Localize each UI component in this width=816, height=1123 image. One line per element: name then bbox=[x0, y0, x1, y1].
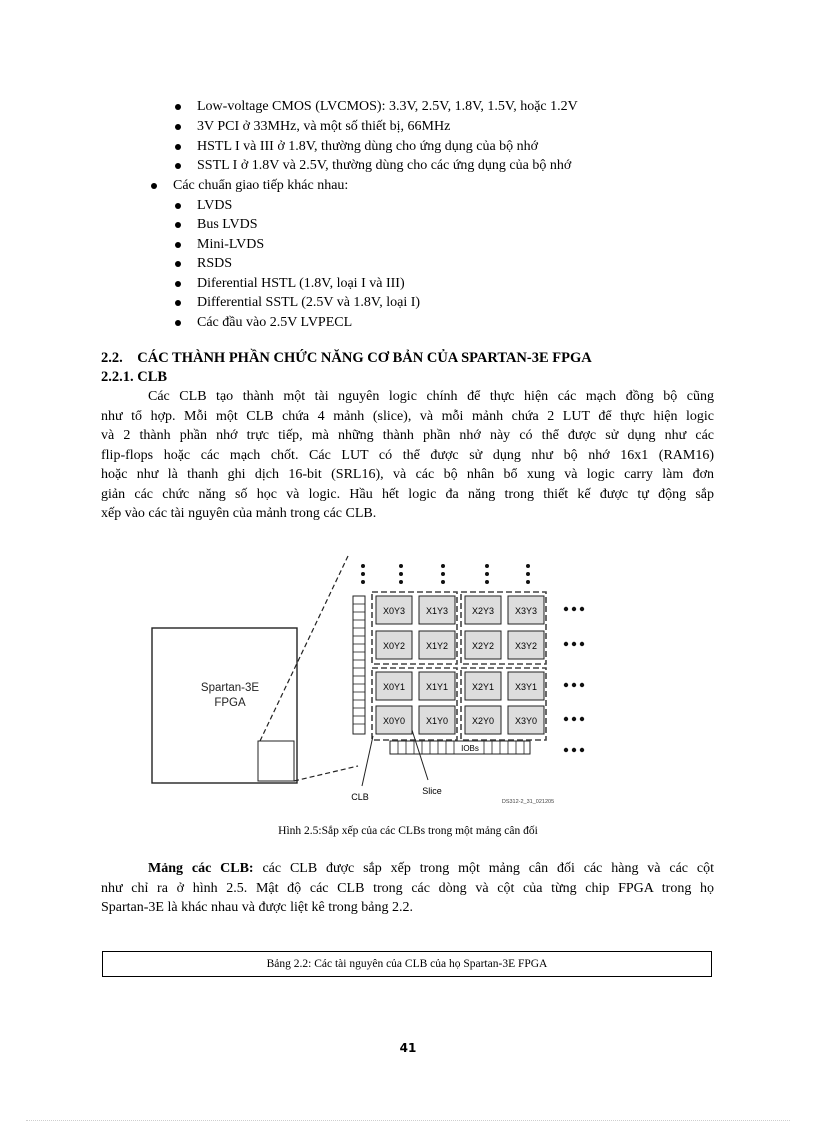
figure-caption: Hình 2.5:Sắp xếp của các CLBs trong một mảng cân đối bbox=[278, 825, 538, 837]
clb-array-paragraph bbox=[101, 859, 714, 918]
slice-label: X1Y0 bbox=[425, 716, 449, 726]
clb-pointer-line bbox=[362, 736, 373, 786]
slice-pointer-line bbox=[412, 730, 428, 780]
projection-line-bottom bbox=[294, 766, 358, 781]
page-bottom-rule bbox=[26, 1120, 790, 1121]
paragraph-line: giản các chức năng số học và logic. Hầu hết logic đa năng trong thiết kế được tự động sắp bbox=[101, 486, 714, 502]
slice-label: X2Y0 bbox=[471, 716, 495, 726]
bullet-pci: 3V PCI ở 33MHz, và một số thiết bị, 66MHz bbox=[197, 119, 451, 134]
slice-label: X3Y0 bbox=[514, 716, 538, 726]
slice-label: X2Y3 bbox=[471, 606, 495, 616]
paragraph-line: Spartan-3E là khác nhau và được liệt kê trong bảng 2.2. bbox=[101, 900, 414, 915]
chip-label-line1: Spartan-3E bbox=[200, 682, 260, 694]
bullet-bus-lvds: Bus LVDS bbox=[197, 217, 258, 232]
paragraph-line: Các CLB tạo thành một tài nguyên logic chính để thực hiện các mạch đồng bộ cũng bbox=[148, 389, 714, 404]
slice-label: X3Y2 bbox=[514, 641, 538, 651]
bullet-rsds: RSDS bbox=[197, 256, 233, 271]
vertical-continuation-dots bbox=[361, 564, 530, 584]
horizontal-continuation-dots bbox=[564, 607, 584, 752]
slice-label: X3Y3 bbox=[514, 606, 538, 616]
figure-code: DS312-2_31_021205 bbox=[501, 799, 555, 805]
bullet-diff-hstl: Diferential HSTL (1.8V, loại I và III) bbox=[197, 276, 405, 291]
bullet-lvpecl: Các đầu vào 2.5V LVPECL bbox=[197, 315, 353, 330]
clb-callout-label: CLB bbox=[351, 792, 369, 802]
slice-label: X0Y2 bbox=[382, 641, 406, 651]
iobs-label: IOBs bbox=[461, 744, 479, 753]
bullet-sstl: SSTL I ở 1.8V và 2.5V, thường dùng cho các ứng dụng của bộ nhớ bbox=[197, 158, 572, 173]
slice-label: X0Y1 bbox=[382, 682, 406, 692]
bullet-lvcmos: Low-voltage CMOS (LVCMOS): 3.3V, 2.5V, 1.8V, 1.5V, hoặc 1.2V bbox=[197, 99, 578, 114]
slice-callout-label: Slice bbox=[422, 786, 442, 796]
slice-label: X1Y1 bbox=[425, 682, 449, 692]
clb-array-figure bbox=[140, 548, 620, 818]
subsection-heading: 2.2.1. CLB bbox=[101, 369, 168, 385]
zoom-region bbox=[258, 741, 294, 781]
bullet-diff-sstl: Differential SSTL (2.5V và 1.8V, loại I) bbox=[197, 295, 421, 310]
section-heading: 2.2. CÁC THÀNH PHẦN CHỨC NĂNG CƠ BẢN CỦA SPARTAN-3E FPGA bbox=[101, 350, 592, 366]
paragraph-line: như chỉ ra ở hình 2.5. Mật độ các CLB trong các dòng và cột của từng chip FPGA trong họ bbox=[101, 880, 714, 896]
bullet-mini-lvds: Mini-LVDS bbox=[197, 237, 265, 252]
slice-label: X0Y0 bbox=[382, 716, 406, 726]
left-iob-column bbox=[353, 596, 365, 734]
paragraph-line bbox=[101, 859, 714, 879]
paragraph-line-rest: các CLB được sắp xếp trong một mảng cân đối các hàng và các cột bbox=[253, 861, 714, 876]
paragraph-line: flip-flops hoặc các mạch chốt. Các LUT có thể được sử dụng như bộ nhớ 16x1 (RAM16) bbox=[101, 447, 714, 463]
clb-paragraph bbox=[101, 387, 714, 524]
slice-label: X1Y2 bbox=[425, 641, 449, 651]
slice-label: X0Y3 bbox=[382, 606, 406, 616]
paragraph-line: và 2 thành phần nhớ trực tiếp, mà những thành phần nhớ này có thể được sử dụng như các bbox=[101, 428, 714, 443]
bullet-interface-standards: Các chuẩn giao tiếp khác nhau: bbox=[173, 178, 349, 193]
page-number: 41 bbox=[399, 1041, 417, 1055]
slice-label: X1Y3 bbox=[425, 606, 449, 616]
slice-label: X2Y1 bbox=[471, 682, 495, 692]
table-caption: Bảng 2.2: Các tài nguyên của CLB của họ Spartan-3E FPGA bbox=[102, 951, 712, 977]
paragraph-line: như tổ hợp. Mỗi một CLB chứa 4 mảnh (slice), và mỗi mảnh chứa 2 LUT để thực hiện logic bbox=[101, 408, 714, 424]
paragraph-line: xếp vào các tài nguyên của mảnh trong các CLB. bbox=[101, 506, 377, 521]
clb-array-term: Mảng các CLB: bbox=[148, 861, 254, 876]
chip-label-line2: FPGA bbox=[214, 697, 246, 709]
bullet-hstl: HSTL I và III ở 1.8V, thường dùng cho ứng dụng của bộ nhớ bbox=[197, 139, 539, 154]
bullet-lvds: LVDS bbox=[197, 198, 233, 213]
slice-label: X2Y2 bbox=[471, 641, 495, 651]
slice-label: X3Y1 bbox=[514, 682, 538, 692]
paragraph-line: hoặc như là thanh ghi dịch 16-bit (SRL16), và các bộ nhân bổ xung và logic carry làm đơn bbox=[101, 467, 714, 482]
